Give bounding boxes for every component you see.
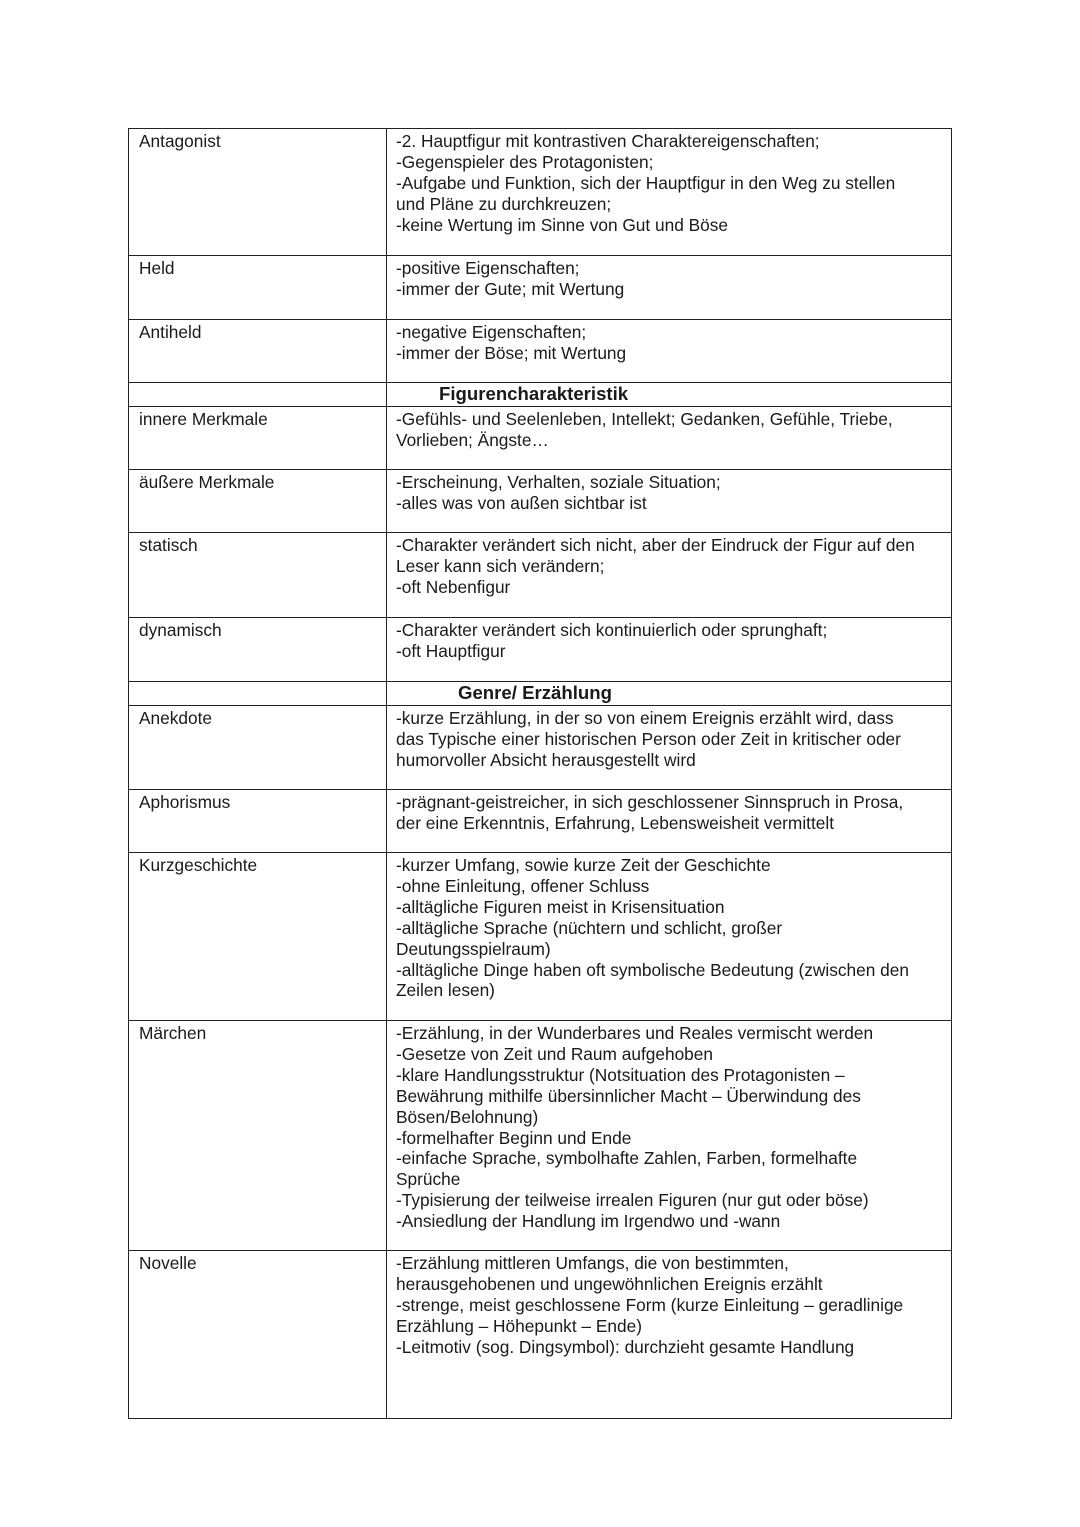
definition-line: -immer der Böse; mit Wertung (396, 342, 627, 363)
definition-cell (387, 618, 952, 682)
definition-line: -Charakter verändert sich nicht, aber der Eindruck der Figur auf den (396, 535, 915, 555)
term-cell: Held (129, 256, 387, 320)
definition-line: -alltägliche Dinge haben oft symbolische Bedeutung (zwischen den (396, 959, 909, 980)
definition-line: -positive Eigenschaften; (396, 258, 580, 278)
table-row (129, 129, 952, 256)
definition-line: -prägnant-geistreicher, in sich geschlossener Sinnspruch in Prosa, (396, 792, 904, 812)
term-cell: äußere Merkmale (129, 470, 387, 533)
section-header-row (129, 682, 952, 706)
definition-line: -kurze Erzählung, in der so von einem Ereignis erzählt wird, dass (396, 708, 894, 728)
definition-line: Erzählung – Höhepunkt – Ende) (396, 1315, 642, 1336)
definition-line: -Aufgabe und Funktion, sich der Hauptfigur in den Weg zu stellen (396, 172, 896, 193)
definition-line: Bewährung mithilfe übersinnlicher Macht – Überwindung des (396, 1085, 861, 1106)
definition-line: -einfache Sprache, symbolhafte Zahlen, Farben, formelhafte (396, 1148, 858, 1169)
section-header-row (129, 383, 952, 407)
table-row (129, 853, 952, 1021)
definition-line: Deutungsspielraum) (396, 938, 551, 959)
term-cell: statisch (129, 533, 387, 618)
term-cell: Kurzgeschichte (129, 853, 387, 1021)
table-row (129, 320, 952, 383)
definition-line: herausgehobenen und ungewöhnlichen Ereignis erzählt (396, 1273, 823, 1294)
definition-cell (387, 1251, 952, 1419)
definition-line: -negative Eigenschaften; (396, 322, 587, 342)
definition-cell (387, 470, 952, 533)
definition-line: das Typische einer historischen Person oder Zeit in kritischer oder (396, 728, 901, 749)
section-title: Genre/ Erzählung (387, 682, 952, 706)
definition-line: -keine Wertung im Sinne von Gut und Böse (396, 214, 729, 235)
definition-line: -strenge, meist geschlossene Form (kurze Einleitung – geradlinige (396, 1294, 904, 1315)
definition-line: -Erzählung mittleren Umfangs, die von bestimmten, (396, 1253, 789, 1273)
definition-line: -Erzählung, in der Wunderbares und Reales vermischt werden (396, 1023, 874, 1043)
definition-line: -Erscheinung, Verhalten, soziale Situation; (396, 472, 721, 492)
term-cell: Anekdote (129, 706, 387, 790)
term-cell: Novelle (129, 1251, 387, 1419)
table-row (129, 407, 952, 470)
definition-line: -oft Nebenfigur (396, 576, 511, 597)
definition-line: -immer der Gute; mit Wertung (396, 278, 625, 299)
table-row (129, 706, 952, 790)
definition-cell (387, 790, 952, 853)
definition-line: -Typisierung der teilweise irrealen Figuren (nur gut oder böse) (396, 1190, 869, 1211)
definition-line: und Pläne zu durchkreuzen; (396, 193, 612, 214)
definition-line: Bösen/Belohnung) (396, 1106, 539, 1127)
definition-line: Vorlieben; Ängste… (396, 429, 549, 450)
definition-line: Leser kann sich verändern; (396, 555, 605, 576)
definition-line: -alltägliche Sprache (nüchtern und schlicht, großer (396, 917, 783, 938)
table-row (129, 470, 952, 533)
term-cell: dynamisch (129, 618, 387, 682)
section-empty-cell (129, 383, 387, 407)
definition-cell (387, 853, 952, 1021)
definition-line: -alles was von außen sichtbar ist (396, 492, 647, 513)
definition-line: -Charakter verändert sich kontinuierlich oder sprunghaft; (396, 620, 828, 640)
definition-line: -Gegenspieler des Protagonisten; (396, 151, 654, 172)
definition-line: -oft Hauptfigur (396, 640, 506, 661)
term-cell: Antiheld (129, 320, 387, 383)
table-row (129, 1021, 952, 1251)
table-row (129, 790, 952, 853)
definition-line: Zeilen lesen) (396, 980, 495, 1001)
definition-line: -Gefühls- und Seelenleben, Intellekt; Gedanken, Gefühle, Triebe, (396, 409, 893, 429)
table-row (129, 256, 952, 320)
definition-cell (387, 533, 952, 618)
definition-line: der eine Erkenntnis, Erfahrung, Lebensweisheit vermittelt (396, 812, 835, 833)
definition-line: Sprüche (396, 1169, 461, 1190)
definition-cell (387, 256, 952, 320)
term-cell: Antagonist (129, 129, 387, 256)
definition-cell (387, 706, 952, 790)
definition-line: -formelhafter Beginn und Ende (396, 1127, 632, 1148)
definition-line: -klare Handlungsstruktur (Notsituation des Protagonisten – (396, 1064, 845, 1085)
term-cell: Aphorismus (129, 790, 387, 853)
section-empty-cell (129, 682, 387, 706)
definition-cell (387, 1021, 952, 1251)
definition-line: -Gesetze von Zeit und Raum aufgehoben (396, 1043, 714, 1064)
term-cell: innere Merkmale (129, 407, 387, 470)
table-row (129, 1251, 952, 1419)
definition-line: -kurzer Umfang, sowie kurze Zeit der Geschichte (396, 855, 771, 875)
definition-line: -alltägliche Figuren meist in Krisensituation (396, 896, 725, 917)
table-row (129, 618, 952, 682)
definition-line: humorvoller Absicht herausgestellt wird (396, 749, 696, 770)
term-cell: Märchen (129, 1021, 387, 1251)
glossary-table (128, 128, 952, 1419)
definition-cell (387, 320, 952, 383)
definition-line: -ohne Einleitung, offener Schluss (396, 875, 650, 896)
definition-line: -Ansiedlung der Handlung im Irgendwo und -wann (396, 1211, 781, 1232)
definition-cell (387, 407, 952, 470)
definition-cell (387, 129, 952, 256)
glossary-body (129, 129, 952, 1419)
definition-line: -Leitmotiv (sog. Dingsymbol): durchzieht gesamte Handlung (396, 1336, 855, 1357)
definition-line: -2. Hauptfigur mit kontrastiven Charaktereigenschaften; (396, 131, 820, 151)
table-row (129, 533, 952, 618)
section-title: Figurencharakteristik (387, 383, 952, 407)
